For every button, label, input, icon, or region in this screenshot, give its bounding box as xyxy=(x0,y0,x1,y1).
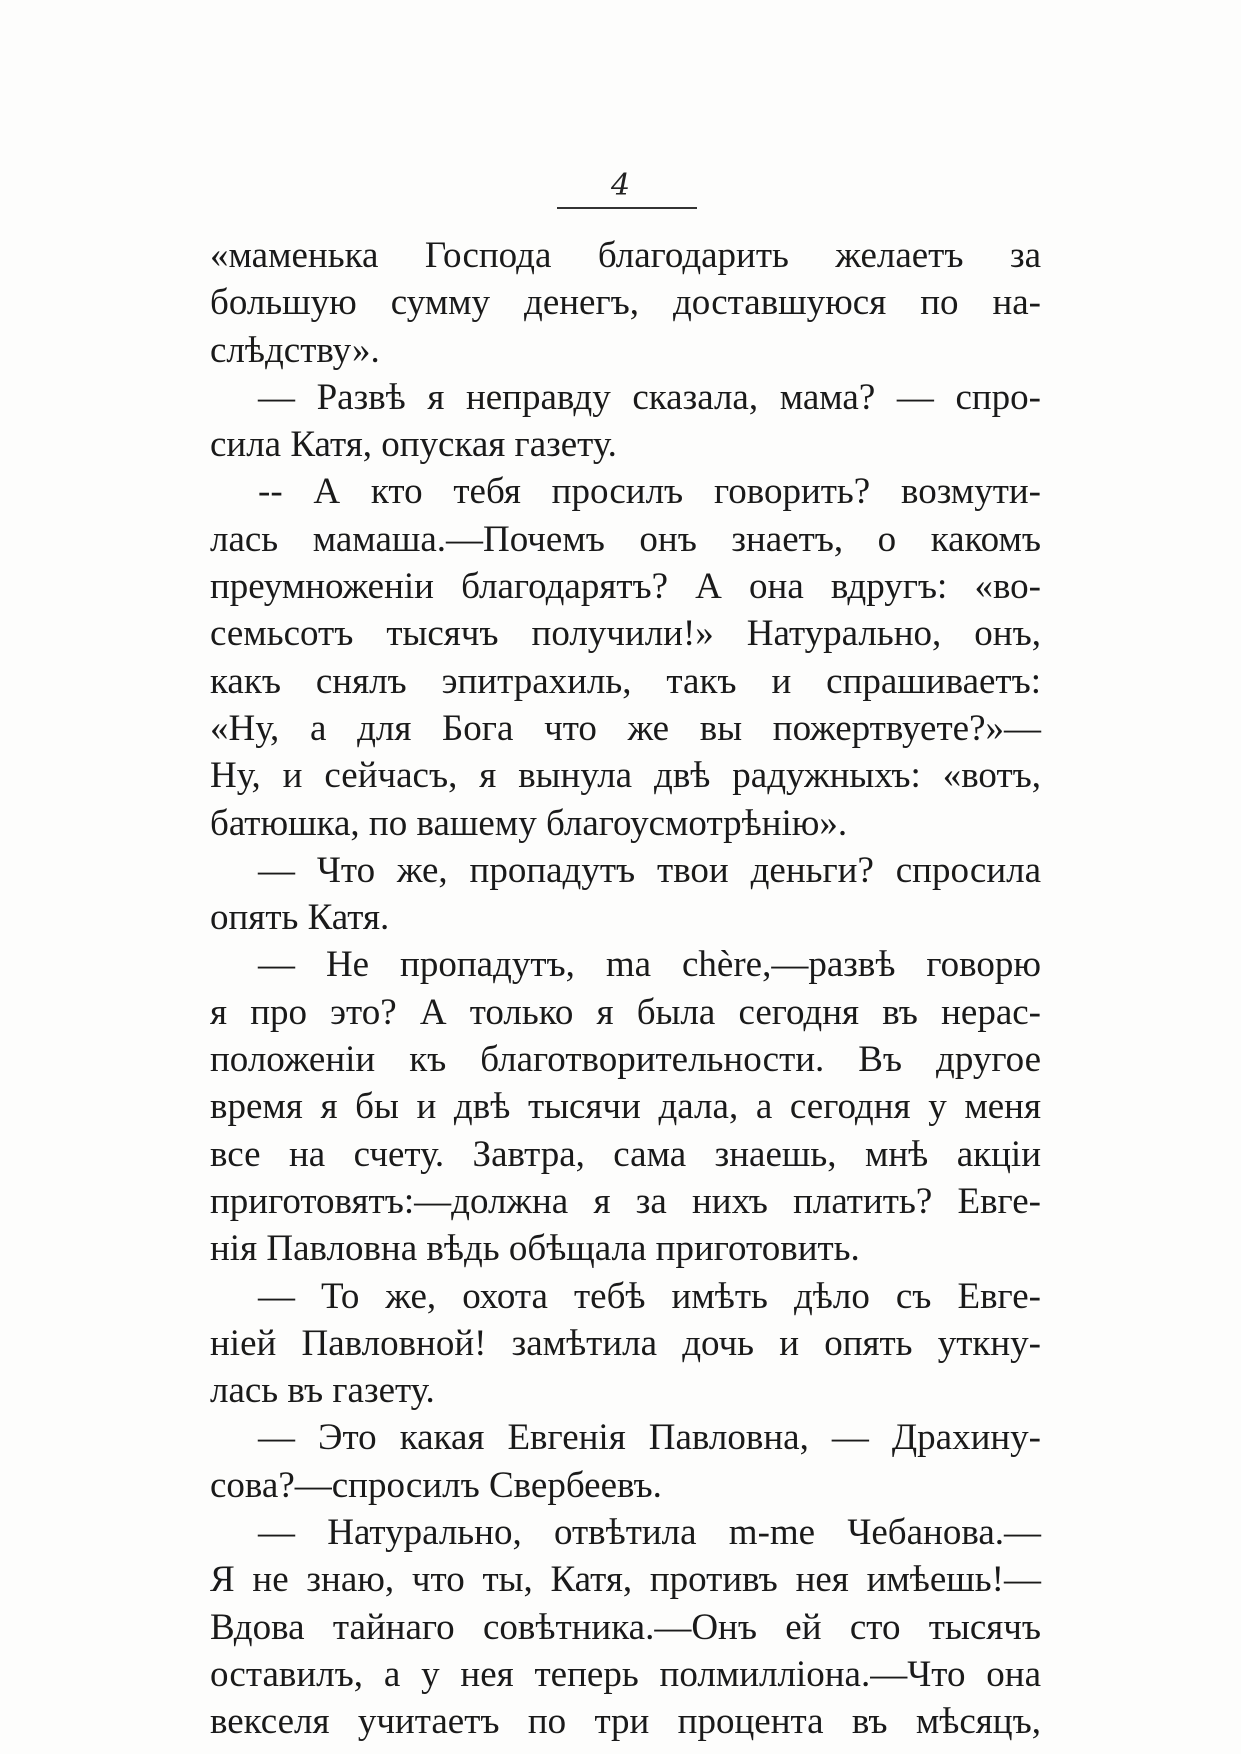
text-line: — Натурально, отвѣтила m-me Чебанова.— xyxy=(258,1512,1041,1554)
body-text xyxy=(210,232,1041,1746)
text-line: оставилъ, а у нея теперь полмилліона.—Что она xyxy=(210,1653,1041,1695)
text-line: положеніи къ благотворительности. Въ другое xyxy=(210,1039,1041,1081)
text-line: преумноженіи благодарятъ? А она вдругъ: «во- xyxy=(210,566,1041,608)
text-line: какъ снялъ эпитрахиль, такъ и спрашиваетъ: xyxy=(210,660,1041,702)
text-line: опять Катя. xyxy=(210,897,390,939)
text-line: лась мамаша.—Почемъ онъ знаетъ, о какомъ xyxy=(210,518,1041,560)
text-line: лась въ газету. xyxy=(210,1370,435,1412)
text-line: приготовятъ:—должна я за нихъ платить? Евге- xyxy=(210,1180,1041,1222)
text-line: нія Павловна вѣдь обѣщала приготовить. xyxy=(210,1228,860,1270)
text-line: ніей Павловной! замѣтила дочь и опять уткну- xyxy=(210,1322,1041,1364)
text-line: Я не знаю, что ты, Катя, противъ нея имѣешь!— xyxy=(210,1559,1041,1601)
text-line: все на счету. Завтра, сама знаешь, мнѣ акціи xyxy=(210,1133,1041,1175)
text-line: семьсотъ тысячъ получили!» Натурально, онъ, xyxy=(210,613,1041,655)
text-line: — Это какая Евгенія Павловна, — Драхину- xyxy=(258,1417,1041,1459)
text-line: векселя учитаетъ по три процента въ мѣсяцъ, xyxy=(210,1701,1041,1743)
text-line: — Что же, пропадутъ твои деньги? спросила xyxy=(258,849,1041,891)
text-line: «маменька Господа благодарить желаетъ за xyxy=(210,235,1041,276)
text-line: сила Катя, опуская газету. xyxy=(210,424,617,466)
text-line: -- А кто тебя просилъ говорить? возмути- xyxy=(258,471,1041,513)
text-line: «Ну, а для Бога что же вы пожертвуете?»— xyxy=(210,707,1041,749)
text-line: сова?—спросилъ Свербеевъ. xyxy=(210,1464,662,1506)
text-line: время я бы и двѣ тысячи дала, а сегодня у меня xyxy=(210,1086,1041,1128)
text-line: — Развѣ я неправду сказала, мама? — спро- xyxy=(258,376,1041,418)
page-number-rule xyxy=(557,207,697,209)
page-number: 4 xyxy=(610,168,631,203)
text-line: слѣдству». xyxy=(210,329,380,371)
text-line: большую сумму денегъ, доставшуюся по на- xyxy=(210,282,1041,324)
text-line: — То же, охота тебѣ имѣть дѣло съ Евге- xyxy=(258,1275,1041,1317)
text-line: Ну, и сейчасъ, я вынула двѣ радужныхъ: «вотъ, xyxy=(210,755,1041,797)
text-line: я про это? А только я была сегодня въ нерас- xyxy=(210,991,1041,1033)
text-line: батюшка, по вашему благоусмотрѣнію». xyxy=(210,802,848,844)
text-line: Вдова тайнаго совѣтника.—Онъ ей сто тысячъ xyxy=(210,1606,1041,1648)
text-line: — Не пропадутъ, ma chère,—развѣ говорю xyxy=(258,944,1041,986)
